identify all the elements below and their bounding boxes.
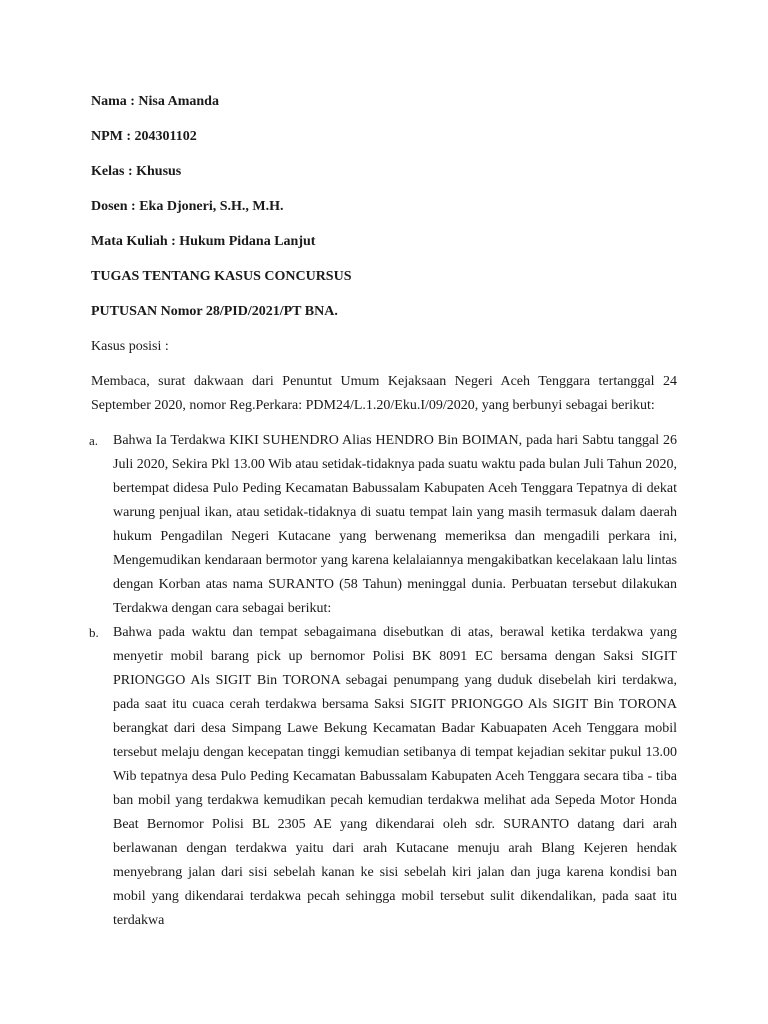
list-item bbox=[91, 429, 677, 621]
list-item-text: Bahwa pada waktu dan tempat sebagaimana disebutkan di atas, berawal ketika terdakwa yang menyetir mobil barang pick up bernomor Polisi BK 8091 EC bersama dengan Saksi SIGIT PRIONGGO Als SIGIT Bin TORONA sebagai penumpang yang duduk disebelah kiri terdakwa, pada saat itu cuaca cerah terdakwa bersama Saksi SIGIT PRIONGGO Als SIGIT Bin TORONA berangkat dari desa Simpang Lawe Bekung Kecamatan Badar Kabuapaten Aceh Tenggara mobil tersebut melaju dengan kecepatan tinggi kemudian setibanya di tempat kejadian sekitar pukul 13.00 Wib tepatnya desa Pulo Peding Kecamatan Babussalam Kabupaten Aceh Tenggara secara tiba - tiba ban mobil yang terdakwa kemudikan pecah kemudian terdakwa melihat ada Sepeda Motor Honda Beat Bernomor Polisi BL 2305 AE yang dikendarai oleh sdr. SURANTO datang dari arah berlawanan dengan terdakwa yaitu dari arah Kutacane menuju arah Blang Kejeren hendak menyebrang jalan dari sisi sebelah kanan ke sisi sebelah kiri jalan dan juga karena kondisi ban mobil yang dikendarai terdakwa pecah sehingga mobil tersebut sulit dikendalikan, pada saat itu terdakwa bbox=[113, 625, 677, 928]
student-name: Nama : Nisa Amanda bbox=[91, 94, 219, 109]
document-content bbox=[91, 90, 677, 933]
case-position-label: Kasus posisi : bbox=[91, 339, 169, 354]
list-item bbox=[91, 621, 677, 933]
student-npm: NPM : 204301102 bbox=[91, 129, 197, 144]
list-marker: a. bbox=[89, 433, 99, 448]
list-marker: b. bbox=[89, 625, 99, 640]
list-item-text: Bahwa Ia Terdakwa KIKI SUHENDRO Alias HENDRO Bin BOIMAN, pada hari Sabtu tanggal 26 Juli 2020, Sekira Pkl 13.00 Wib atau setidak-tidaknya pada suatu waktu pada bulan Juli Tahun 2020, bertempat didesa Pulo Peding Kecamatan Babussalam Kabupaten Aceh Tenggara Tepatnya di dekat warung penjual ikan, atau setidak-tidaknya di suatu tempat lain yang masih termasuk dalam daerah hukum Pengadilan Negeri Kutacane yang berwenang memeriksa dan mengadili perkara ini, Mengemudikan kendaraan bermotor yang karena kelalaiannya mengakibatkan kecelakaan lalu lintas dengan Korban atas nama SURANTO (58 Tahun) meninggal dunia. Perbuatan tersebut dilakukan Terdakwa dengan cara sebagai berikut: bbox=[113, 433, 677, 616]
indictment-list bbox=[91, 429, 677, 933]
student-class: Kelas : Khusus bbox=[91, 164, 182, 179]
assignment-title: TUGAS TENTANG KASUS CONCURSUS bbox=[91, 269, 352, 284]
verdict-number: PUTUSAN Nomor 28/PID/2021/PT BNA. bbox=[91, 304, 338, 319]
lecturer: Dosen : Eka Djoneri, S.H., M.H. bbox=[91, 199, 284, 214]
course: Mata Kuliah : Hukum Pidana Lanjut bbox=[91, 234, 316, 249]
intro-paragraph: Membaca, surat dakwaan dari Penuntut Umum Kejaksaan Negeri Aceh Tenggara tertanggal 24 September 2020, nomor Reg.Perkara: PDM24/L.1.20/Eku.I/09/2020, yang berbunyi sebagai berikut: bbox=[91, 374, 677, 413]
